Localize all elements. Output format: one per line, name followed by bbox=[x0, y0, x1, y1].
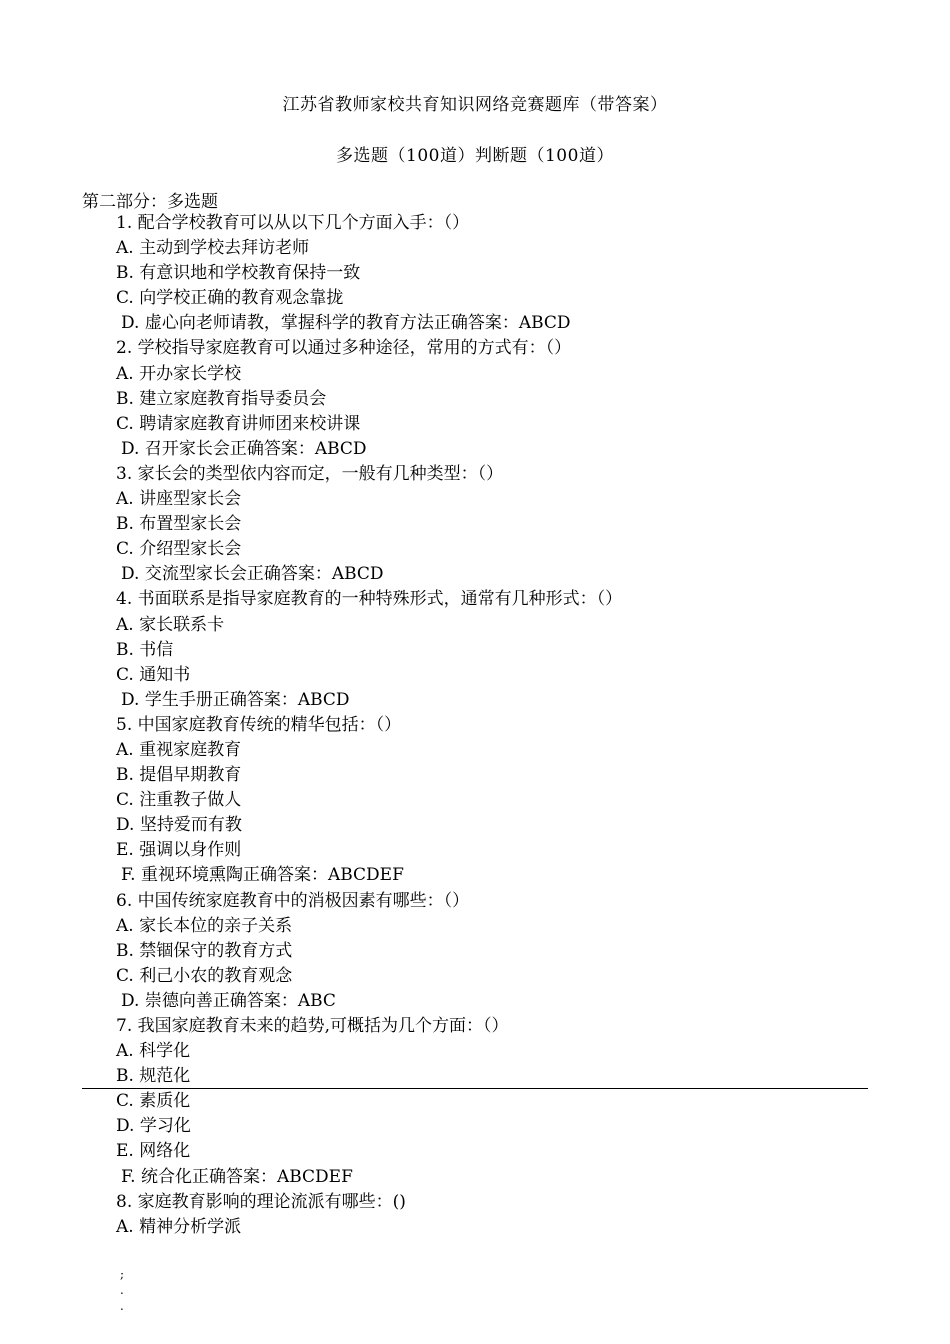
horizontal-rule bbox=[82, 1088, 868, 1089]
answer-option-with-key: D. 学生手册正确答案：ABCD bbox=[121, 689, 350, 710]
footer-mark: . bbox=[120, 1283, 124, 1297]
answer-option: B. 书信 bbox=[116, 639, 174, 660]
answer-option: A. 讲座型家长会 bbox=[116, 489, 242, 510]
answer-option-with-key: F. 统合化正确答案：ABCDEF bbox=[121, 1166, 353, 1187]
answer-option: B. 提倡早期教育 bbox=[116, 765, 242, 786]
answer-option: C. 聘请家庭教育讲师团来校讲课 bbox=[116, 413, 361, 434]
answer-option: C. 向学校正确的教育观念靠拢 bbox=[116, 288, 344, 309]
question-text: 3. 家长会的类型依内容而定，一般有几种类型：（） bbox=[116, 463, 504, 484]
footer-marks bbox=[120, 1266, 124, 1314]
answer-option: C. 介绍型家长会 bbox=[116, 539, 242, 560]
answer-option: D. 坚持爱而有教 bbox=[116, 815, 242, 836]
answer-option-with-key: D. 崇德向善正确答案：ABC bbox=[121, 990, 336, 1011]
answer-option: C. 注重教子做人 bbox=[116, 790, 242, 811]
question-text: 6. 中国传统家庭教育中的消极因素有哪些：（） bbox=[116, 890, 470, 911]
answer-option: A. 重视家庭教育 bbox=[116, 739, 242, 760]
section-heading: 第二部分：多选题 bbox=[82, 192, 218, 212]
answer-option: A. 家长联系卡 bbox=[116, 614, 225, 635]
answer-option: C. 利己小农的教育观念 bbox=[116, 965, 293, 986]
question-text: 2. 学校指导家庭教育可以通过多种途径，常用的方式有：（） bbox=[116, 338, 572, 359]
answer-option: A. 开办家长学校 bbox=[116, 363, 242, 384]
footer-mark: . bbox=[120, 1299, 124, 1313]
answer-option: E. 网络化 bbox=[116, 1141, 191, 1162]
answer-option: E. 强调以身作则 bbox=[116, 840, 242, 861]
answer-option: A. 科学化 bbox=[116, 1041, 191, 1062]
footer-mark: ; bbox=[120, 1267, 125, 1281]
question-list bbox=[116, 211, 876, 1240]
document-subtitle: 多选题（100道）判断题（100道） bbox=[336, 146, 614, 166]
answer-option: B. 规范化 bbox=[116, 1066, 191, 1087]
question-text: 4. 书面联系是指导家庭教育的一种特殊形式，通常有几种形式：（） bbox=[116, 589, 623, 610]
answer-option: A. 精神分析学派 bbox=[116, 1216, 242, 1237]
answer-option: C. 素质化 bbox=[116, 1091, 191, 1112]
answer-option-with-key: D. 虚心向老师请教，掌握科学的教育方法正确答案：ABCD bbox=[121, 313, 571, 334]
document-title: 江苏省教师家校共育知识网络竞赛题库（带答案） bbox=[282, 95, 668, 115]
answer-option: B. 禁锢保守的教育方式 bbox=[116, 940, 293, 961]
answer-option: B. 有意识地和学校教育保持一致 bbox=[116, 263, 361, 284]
answer-option-with-key: D. 召开家长会正确答案：ABCD bbox=[121, 438, 367, 459]
answer-option: B. 布置型家长会 bbox=[116, 514, 242, 535]
question-text: 1. 配合学校教育可以从以下几个方面入手：（） bbox=[116, 213, 470, 233]
answer-option: D. 学习化 bbox=[116, 1116, 191, 1137]
answer-option: A. 主动到学校去拜访老师 bbox=[116, 238, 310, 259]
question-text: 5. 中国家庭教育传统的精华包括：（） bbox=[116, 714, 402, 735]
answer-option: C. 通知书 bbox=[116, 664, 191, 685]
answer-option: B. 建立家庭教育指导委员会 bbox=[116, 388, 327, 409]
answer-option: A. 家长本位的亲子关系 bbox=[116, 915, 293, 936]
answer-option-with-key: D. 交流型家长会正确答案：ABCD bbox=[121, 564, 384, 585]
answer-option-with-key: F. 重视环境熏陶正确答案：ABCDEF bbox=[121, 865, 404, 886]
question-text: 8. 家庭教育影响的理论流派有哪些：() bbox=[116, 1191, 406, 1212]
question-text: 7. 我国家庭教育未来的趋势,可概括为几个方面：（） bbox=[116, 1016, 509, 1036]
